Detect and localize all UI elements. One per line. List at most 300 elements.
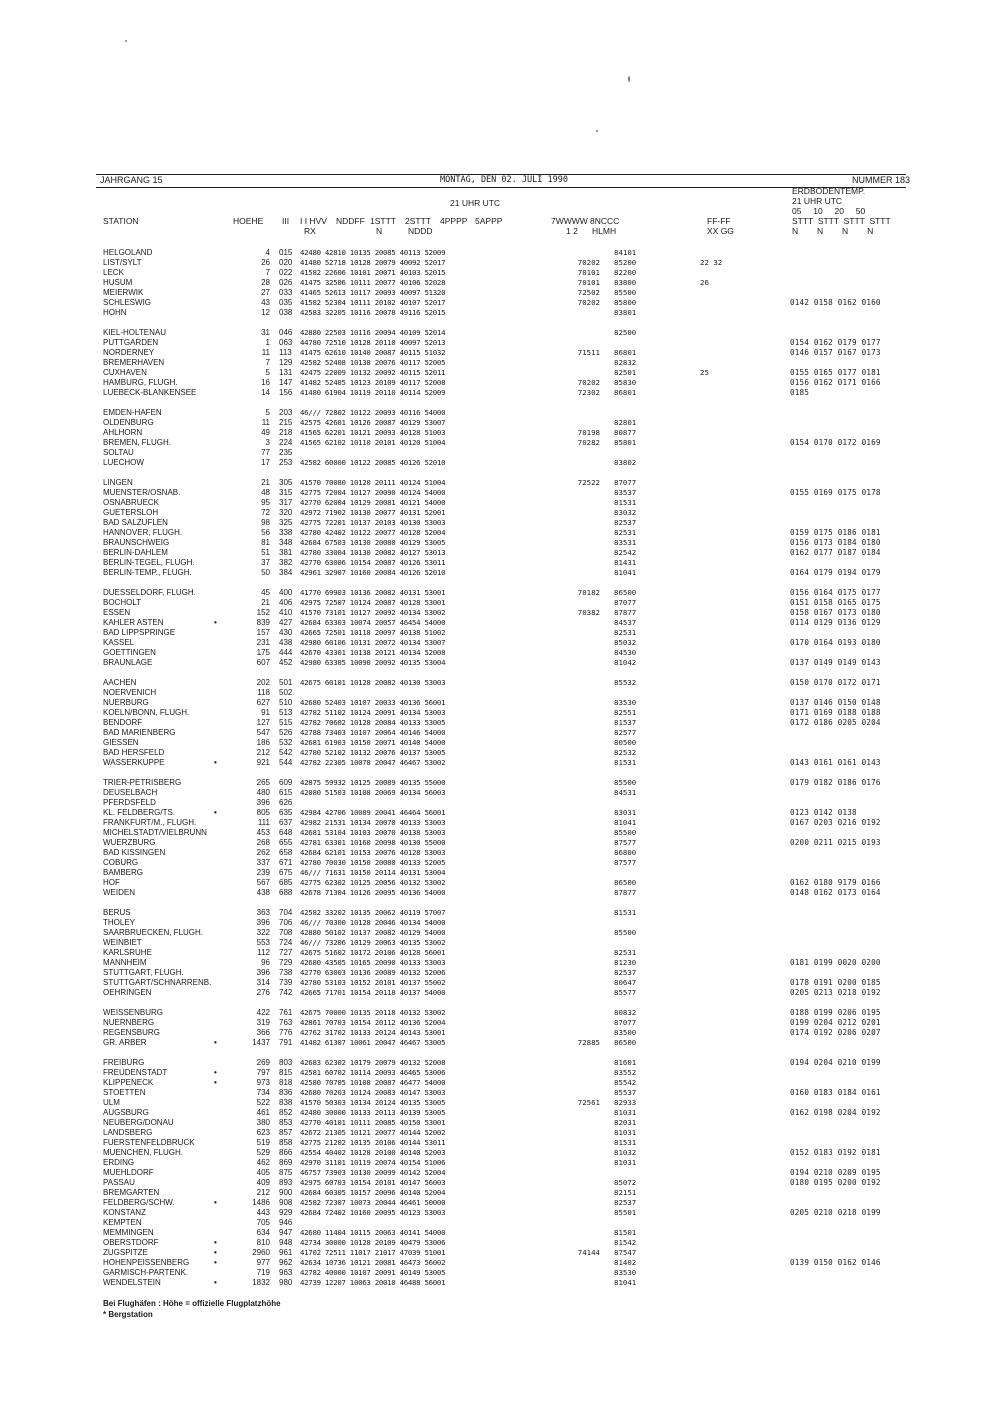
soil-temperatures: 0174 0192 0206 0207: [790, 1028, 881, 1037]
cloud-group: 85500: [614, 928, 637, 937]
synop-groups: 42680 43505 10165 20090 40133 53003: [300, 958, 446, 967]
station-height: 522: [256, 1098, 270, 1107]
col-nddff: NDDFF: [336, 216, 365, 226]
soil-temperatures: 0154 0170 0172 0169: [790, 438, 881, 447]
table-row: [0, 1078, 1000, 1087]
soil-temperatures: 0162 0177 0187 0184: [790, 548, 881, 557]
soil-temperatures: 0148 0162 0173 0164: [790, 888, 881, 897]
table-row: [0, 358, 1000, 367]
mountain-marker: •: [214, 1238, 217, 1247]
cloud-group: 83031: [614, 808, 637, 817]
mountain-marker: •: [214, 1198, 217, 1207]
station-id: 444: [279, 648, 293, 657]
mountain-marker: •: [214, 1038, 217, 1047]
synop-groups: 42780 33004 10130 20082 40127 53013: [300, 548, 446, 557]
synop-groups: 46/// 72802 10122 20093 40116 54000: [300, 408, 446, 417]
synop-groups: 42982 21531 10134 20070 40133 53003: [300, 818, 446, 827]
station-height: 314: [256, 978, 270, 987]
station-name: LIST/SYLT: [103, 258, 142, 267]
cloud-group: 82501: [614, 368, 637, 377]
table-row: [0, 778, 1000, 787]
col-rx: RX: [304, 226, 316, 236]
synop-groups: 42782 51102 10124 20091 40134 53003: [300, 708, 446, 717]
station-height: 1: [265, 338, 270, 347]
cloud-group: 81531: [614, 498, 637, 507]
station-height: 810: [256, 1238, 270, 1247]
weather-group: 70382: [577, 608, 600, 617]
station-name: BERLIN-DAHLEM: [103, 548, 168, 557]
cloud-group: 82531: [614, 528, 637, 537]
station-height: 56: [261, 528, 270, 537]
table-row: [0, 948, 1000, 957]
station-name: HUSUM: [103, 278, 133, 287]
station-name: BREMGARTEN: [103, 1188, 160, 1197]
station-id: 203: [279, 408, 293, 417]
table-row: [0, 1218, 1000, 1227]
station-height: 567: [256, 878, 270, 887]
cloud-group: 85577: [614, 988, 637, 997]
synop-groups: 41475 32506 10111 20077 40106 52028: [300, 278, 446, 287]
table-row: [0, 1018, 1000, 1027]
cloud-group: 81041: [614, 1278, 637, 1287]
table-row: [0, 1198, 1000, 1207]
cloud-group: 80877: [614, 428, 637, 437]
table-row: [0, 278, 1000, 287]
col-n: N: [376, 226, 383, 236]
synop-groups: 42634 10736 10121 20081 46473 56002: [300, 1258, 446, 1267]
station-name: FELDBERG/SCHW.: [103, 1198, 175, 1207]
station-height: 231: [256, 638, 270, 647]
station-id: 635: [279, 808, 293, 817]
station-id: 526: [279, 728, 293, 737]
station-name: HOHENPEISSENBERG: [103, 1258, 190, 1267]
table-row: [0, 818, 1000, 827]
station-height: 366: [256, 1028, 270, 1037]
col-xxgg: XX GG: [707, 226, 734, 236]
synop-groups: 41475 62610 10140 20087 40115 51032: [300, 348, 446, 357]
synop-groups: 42583 32205 10116 20078 49116 52015: [300, 308, 446, 317]
station-name: KIEL-HOLTENAU: [103, 328, 166, 337]
station-id: 615: [279, 788, 293, 797]
station-height: 91: [261, 708, 270, 717]
cloud-group: 80647: [614, 978, 637, 987]
cloud-group: 81032: [614, 1148, 637, 1157]
station-name: BRAUNLAGE: [103, 658, 153, 667]
synop-groups: 42678 71304 10126 20095 40136 54000: [300, 888, 446, 897]
cloud-group: 81531: [614, 1138, 637, 1147]
station-height: 12: [261, 308, 270, 317]
station-name: WEINBIET: [103, 938, 142, 947]
station-name: HAMBURG, FLUGH.: [103, 378, 178, 387]
soil-temperatures: 0194 0204 0210 0199: [790, 1058, 881, 1067]
cloud-group: 87077: [614, 478, 637, 487]
synop-groups: 42975 60703 10154 20101 40147 56003: [300, 1178, 446, 1187]
cloud-group: 85501: [614, 1208, 637, 1217]
table-row: [0, 658, 1000, 667]
station-height: 45: [261, 588, 270, 597]
synop-groups: 41570 73101 10127 20092 40134 53002: [300, 608, 446, 617]
station-height: 734: [256, 1088, 270, 1097]
station-id: 033: [279, 288, 293, 297]
cloud-group: 85830: [614, 378, 637, 387]
station-id: 410: [279, 608, 293, 617]
table-row: [0, 288, 1000, 297]
station-id: 857: [279, 1128, 293, 1137]
station-height: 239: [256, 868, 270, 877]
station-id: 893: [279, 1178, 293, 1187]
station-name: PFERDSFELD: [103, 798, 156, 807]
station-height: 112: [257, 948, 270, 957]
station-id: 637: [279, 818, 293, 827]
synop-groups: 42775 72004 10127 20090 40124 54000: [300, 488, 446, 497]
table-row: [0, 868, 1000, 877]
synop-groups: 42780 42402 10122 20077 40128 52004: [300, 528, 446, 537]
station-id: 382: [279, 558, 293, 567]
station-name: STOETTEN: [103, 1088, 146, 1097]
station-name: OEHRINGEN: [103, 988, 152, 997]
station-id: 929: [279, 1208, 293, 1217]
station-name: LECK: [103, 268, 124, 277]
synop-groups: 42675 51602 10172 20106 40128 56001: [300, 948, 446, 957]
table-row: [0, 368, 1000, 377]
station-name: OBERSTDORF: [103, 1238, 159, 1247]
cloud-group: 81531: [614, 758, 637, 767]
station-id: 502: [279, 688, 293, 697]
station-name: BAD KISSINGEN: [103, 848, 166, 857]
station-id: 400: [279, 588, 293, 597]
table-row: [0, 1098, 1000, 1107]
table-row: [0, 858, 1000, 867]
station-height: 11: [261, 348, 270, 357]
station-id: 218: [279, 428, 293, 437]
table-row: [0, 738, 1000, 747]
station-name: OSNABRUECK: [103, 498, 160, 507]
station-height: 634: [256, 1228, 270, 1237]
station-height: 265: [256, 778, 270, 787]
mountain-marker: •: [214, 1068, 217, 1077]
station-height: 921: [256, 758, 270, 767]
table-row: [0, 438, 1000, 447]
synop-groups: 42861 70703 10154 20112 40136 52004: [300, 1018, 446, 1027]
cloud-group: 86500: [614, 878, 637, 887]
station-id: 452: [279, 658, 293, 667]
station-name: AACHEN: [103, 678, 137, 687]
table-row: [0, 328, 1000, 337]
table-row: [0, 888, 1000, 897]
cloud-group: 86800: [614, 848, 637, 857]
wind-gust-group: 26: [700, 278, 709, 287]
station-id: 513: [279, 708, 293, 717]
station-height: 2960: [252, 1248, 270, 1257]
col-station: STATION: [103, 216, 139, 226]
table-row: [0, 538, 1000, 547]
station-name: BERLIN-TEMP., FLUGH.: [103, 568, 192, 577]
station-height: 81: [261, 538, 270, 547]
station-id: 609: [279, 778, 293, 787]
station-id: 761: [279, 1008, 293, 1017]
soil-temperatures: 0152 0183 0192 0181: [790, 1148, 881, 1157]
station-name: BOCHOLT: [103, 598, 142, 607]
synop-groups: 42781 63301 10160 20098 40130 55000: [300, 838, 446, 847]
soil-temperatures: 0181 0199 0020 0200: [790, 958, 881, 967]
station-id: 727: [279, 948, 293, 957]
synop-groups: 42762 31702 10133 20124 40143 53001: [300, 1028, 446, 1037]
table-row: [0, 458, 1000, 467]
soil-temperatures: 0180 0195 0200 0192: [790, 1178, 881, 1187]
footnote-airports: Bei Flughäfen : Höhe = offizielle Flugplatzhöhe: [103, 1299, 281, 1308]
soil-temp-n: N N N N: [792, 226, 874, 236]
table-row: [0, 408, 1000, 417]
station-name: FREUDENSTADT: [103, 1068, 168, 1077]
soil-temperatures: 0123 0142 0138: [790, 808, 857, 817]
synop-groups: 42681 53104 10103 20070 40138 53003: [300, 828, 446, 837]
col-4pppp: 4PPPP: [440, 216, 468, 226]
station-name: KEMPTEN: [103, 1218, 142, 1227]
cloud-group: 87877: [614, 888, 637, 897]
station-height: 1437: [252, 1038, 270, 1047]
station-id: 156: [279, 388, 293, 397]
synop-groups: 42770 63003 10136 20089 40132 52006: [300, 968, 446, 977]
table-row: [0, 618, 1000, 627]
table-row: [0, 308, 1000, 317]
cloud-group: 84101: [614, 248, 637, 257]
station-height: 268: [256, 838, 270, 847]
cloud-group: 81042: [614, 658, 637, 667]
station-height: 607: [256, 658, 270, 667]
station-name: KONSTANZ: [103, 1208, 146, 1217]
station-height: 96: [261, 958, 270, 967]
station-height: 529: [256, 1148, 270, 1157]
station-name: WUERZBURG: [103, 838, 156, 847]
station-id: 738: [279, 968, 293, 977]
table-row: [0, 378, 1000, 387]
synop-groups: 46/// 71631 10150 20114 40131 53004: [300, 868, 446, 877]
table-row: [0, 1138, 1000, 1147]
station-name: STUTTGART/SCHNARRENB.: [103, 978, 212, 987]
cloud-group: 86801: [614, 388, 637, 397]
table-row: [0, 568, 1000, 577]
weather-group: 72561: [577, 1098, 600, 1107]
station-height: 363: [256, 908, 270, 917]
cloud-group: 83537: [614, 488, 637, 497]
station-name: OLDENBURG: [103, 418, 154, 427]
synop-groups: 42680 11404 10115 20063 40141 54000: [300, 1228, 446, 1237]
station-name: NUERBURG: [103, 698, 149, 707]
table-row: [0, 968, 1000, 977]
mountain-marker: •: [214, 1248, 217, 1257]
cloud-group: 83531: [614, 538, 637, 547]
synop-groups: 42080 51503 10108 20069 40134 56003: [300, 788, 446, 797]
weather-group: 72885: [577, 1038, 600, 1047]
weather-group: 70182: [577, 588, 600, 597]
cloud-group: 85032: [614, 638, 637, 647]
table-row: [0, 1208, 1000, 1217]
station-id: 430: [279, 628, 293, 637]
soil-temperatures: 0114 0129 0136 0129: [790, 618, 881, 627]
cloud-group: 82200: [614, 268, 637, 277]
station-height: 409: [256, 1178, 270, 1187]
synop-groups: 42680 52403 10107 20033 40136 56001: [300, 698, 446, 707]
cloud-group: 81431: [614, 558, 637, 567]
synop-groups: 42780 52102 10132 20076 40137 53005: [300, 748, 446, 757]
station-name: BAD MARIENBERG: [103, 728, 176, 737]
station-name: KARLSRUHE: [103, 948, 152, 957]
station-name: NORDERNEY: [103, 348, 155, 357]
table-row: [0, 248, 1000, 257]
station-id: 626: [279, 798, 293, 807]
station-name: BAMBERG: [103, 868, 144, 877]
station-height: 461: [256, 1108, 270, 1117]
synop-groups: 41570 70080 10120 20111 40124 51004: [300, 478, 446, 487]
weather-group: 72522: [577, 478, 600, 487]
synop-groups: 42775 62302 10125 20056 40132 53002: [300, 878, 446, 887]
table-row: [0, 1108, 1000, 1117]
soil-temperatures: 0146 0157 0167 0173: [790, 348, 881, 357]
synop-groups: 42480 30000 10133 20113 40139 53005: [300, 1108, 446, 1117]
station-height: 443: [256, 1208, 270, 1217]
station-id: 515: [279, 718, 293, 727]
cloud-group: 82537: [614, 968, 637, 977]
station-height: 37: [261, 558, 270, 567]
station-id: 131: [279, 368, 293, 377]
station-id: 325: [279, 518, 293, 527]
cloud-group: 86801: [614, 348, 637, 357]
synop-groups: 41482 61307 10061 20047 46467 53005: [300, 1038, 446, 1047]
soil-temperatures: 0178 0191 0200 0185: [790, 978, 881, 987]
station-name: THOLEY: [103, 918, 136, 927]
cloud-group: 81542: [614, 1238, 637, 1247]
cloud-group: 82531: [614, 948, 637, 957]
station-height: 21: [261, 478, 270, 487]
station-id: 962: [279, 1258, 293, 1267]
cloud-group: 85200: [614, 258, 637, 267]
table-row: [0, 758, 1000, 767]
station-name: KLIPPENECK: [103, 1078, 154, 1087]
cloud-group: 87577: [614, 838, 637, 847]
soil-temperatures: 0162 0198 0204 0192: [790, 1108, 881, 1117]
station-id: 724: [279, 938, 293, 947]
synop-groups: 41465 52613 10117 20093 40097 51320: [300, 288, 446, 297]
station-height: 805: [256, 808, 270, 817]
synop-groups: 42675 70000 10135 20118 40132 53002: [300, 1008, 446, 1017]
synop-groups: 42675 60101 10128 20082 40130 53003: [300, 678, 446, 687]
station-id: 853: [279, 1118, 293, 1127]
table-row: [0, 698, 1000, 707]
table-row: [0, 718, 1000, 727]
synop-groups: 42880 22503 10116 20094 40109 52014: [300, 328, 446, 337]
station-height: 27: [261, 288, 270, 297]
cloud-group: 83500: [614, 1028, 637, 1037]
cloud-group: 81031: [614, 1108, 637, 1117]
table-row: [0, 1058, 1000, 1067]
synop-groups: 42875 59932 10125 20089 40135 55000: [300, 778, 446, 787]
synop-groups: 41565 62201 10121 20093 40128 51003: [300, 428, 446, 437]
station-height: 157: [256, 628, 270, 637]
cloud-group: 82832: [614, 358, 637, 367]
synop-groups: 42972 71902 10130 20077 40131 52001: [300, 508, 446, 517]
col-hlmh: HLMH: [592, 226, 617, 236]
synop-groups: 42683 62302 10179 20079 40132 52008: [300, 1058, 446, 1067]
station-id: 947: [279, 1228, 293, 1237]
station-name: ESSEN: [103, 608, 131, 617]
synop-groups: 42684 60305 10157 20096 40140 52004: [300, 1188, 446, 1197]
table-row: [0, 978, 1000, 987]
table-row: [0, 1028, 1000, 1037]
soil-temperatures: 0159 0175 0186 0181: [790, 528, 881, 537]
soil-temperatures: 0156 0162 0171 0166: [790, 378, 881, 387]
cloud-group: 83802: [614, 458, 637, 467]
station-id: 381: [279, 548, 293, 557]
synop-groups: 42554 40402 10128 20100 40140 52003: [300, 1148, 446, 1157]
station-id: 706: [279, 918, 293, 927]
station-height: 480: [256, 788, 270, 797]
table-row: [0, 348, 1000, 357]
station-height: 553: [256, 938, 270, 947]
station-name: BREMEN, FLUGH.: [103, 438, 172, 447]
table-row: [0, 518, 1000, 527]
soil-temperatures: 0137 0149 0149 0143: [790, 658, 881, 667]
table-row: [0, 1118, 1000, 1127]
station-id: 532: [279, 738, 293, 747]
table-row: [0, 1038, 1000, 1047]
station-id: 900: [279, 1188, 293, 1197]
synop-groups: 42734 30000 10128 20109 40479 53006: [300, 1238, 446, 1247]
soil-temperatures: 0156 0164 0175 0177: [790, 588, 881, 597]
station-name: MEMMINGEN: [103, 1228, 154, 1237]
station-name: LANDSBERG: [103, 1128, 153, 1137]
station-name: DEUSELBACH: [103, 788, 158, 797]
cloud-group: 87077: [614, 1018, 637, 1027]
station-id: 671: [279, 858, 293, 867]
cloud-group: 85542: [614, 1078, 637, 1087]
station-id: 129: [279, 358, 293, 367]
col-nddd: NDDD: [408, 226, 433, 236]
station-height: 322: [256, 928, 270, 937]
weather-group: 70282: [577, 438, 600, 447]
table-row: [0, 598, 1000, 607]
soil-temperatures: 0199 0204 0212 0201: [790, 1018, 881, 1027]
table-row: [0, 418, 1000, 427]
soil-temperatures: 0160 0183 0184 0161: [790, 1088, 881, 1097]
table-row: [0, 1258, 1000, 1267]
table-row: [0, 1068, 1000, 1077]
station-name: EMDEN-HAFEN: [103, 408, 162, 417]
soil-temperatures: 0185: [790, 388, 810, 397]
station-id: 315: [279, 488, 293, 497]
soil-temp-time: 21 UHR UTC: [792, 196, 843, 206]
issue-date: MONTAG, DEN 02. JULI 1990: [440, 175, 568, 185]
station-id: 658: [279, 848, 293, 857]
synop-groups: 44780 72510 10128 20110 40097 52013: [300, 338, 446, 347]
col-7wwww: 7WWWW: [551, 216, 588, 226]
station-id: 235: [279, 448, 293, 457]
station-height: 319: [256, 1018, 270, 1027]
station-id: 818: [279, 1078, 293, 1087]
header-bar: [96, 174, 911, 188]
station-name: NOERVENICH: [103, 688, 157, 697]
synop-groups: 42770 62004 10129 20081 40121 54000: [300, 498, 446, 507]
station-height: 31: [261, 328, 270, 337]
station-height: 627: [256, 698, 270, 707]
synop-groups: 42970 31101 10119 20074 40154 51006: [300, 1158, 446, 1167]
station-height: 705: [256, 1218, 270, 1227]
station-id: 866: [279, 1148, 293, 1157]
station-height: 269: [256, 1058, 270, 1067]
station-name: NEUBERG/DONAU: [103, 1118, 174, 1127]
table-row: [0, 938, 1000, 947]
weather-group: 70202: [577, 298, 600, 307]
station-height: 396: [256, 968, 270, 977]
